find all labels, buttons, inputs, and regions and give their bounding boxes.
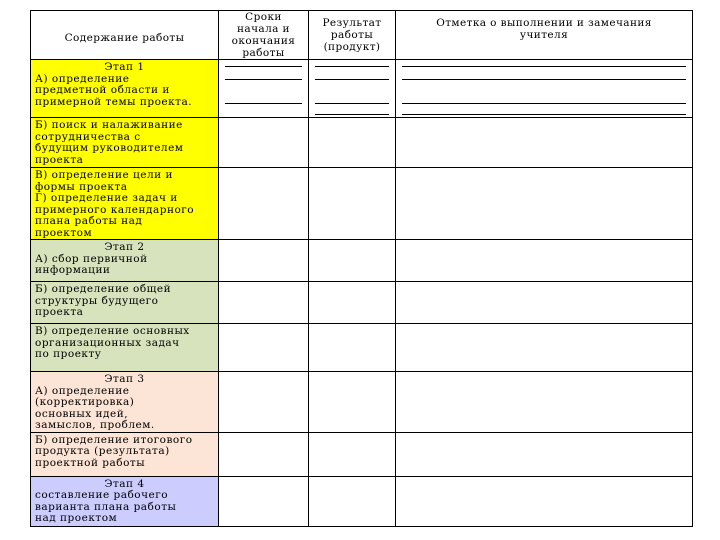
- result-cell[interactable]: [309, 60, 396, 118]
- row-content-stage1-a: Этап 1 А) определение предметной области и примерной темы проекта.: [31, 60, 219, 118]
- table-row: [31, 282, 693, 324]
- dates-cell[interactable]: [219, 168, 309, 240]
- result-cell[interactable]: [309, 476, 396, 526]
- stage-label: Этап 2: [104, 241, 145, 253]
- stage-label: Этап 3: [104, 373, 145, 385]
- project-plan-table: [30, 10, 693, 527]
- row-content-stage2-b: Б) определение общей структуры будущего проекта: [31, 282, 219, 324]
- header-result: Результат работы (продукт): [309, 11, 396, 60]
- dates-cell[interactable]: [219, 60, 309, 118]
- result-cell[interactable]: [309, 372, 396, 433]
- row-content-stage2-c: В) определение основных организационных задач по проекту: [31, 324, 219, 372]
- dates-cell[interactable]: [219, 240, 309, 282]
- dates-cell[interactable]: [219, 432, 309, 476]
- notes-cell[interactable]: [396, 240, 693, 282]
- blank-line: [225, 66, 302, 67]
- header-row: [31, 11, 693, 60]
- dates-cell[interactable]: [219, 118, 309, 168]
- table-row: [31, 168, 693, 240]
- dates-cell[interactable]: [219, 476, 309, 526]
- blank-line: [225, 103, 302, 104]
- result-cell[interactable]: [309, 118, 396, 168]
- result-cell[interactable]: [309, 282, 396, 324]
- notes-cell[interactable]: [396, 476, 693, 526]
- blank-line: [225, 79, 302, 80]
- row-content-stage4: Этап 4 составление рабочего варианта плана работы над проектом: [31, 476, 219, 526]
- result-cell[interactable]: [309, 432, 396, 476]
- notes-cell[interactable]: [396, 324, 693, 372]
- dates-cell[interactable]: [219, 324, 309, 372]
- dates-cell[interactable]: [219, 282, 309, 324]
- row-content-stage2-a: Этап 2 А) сбор первичной информации: [31, 240, 219, 282]
- blank-line: [315, 79, 389, 80]
- result-cell[interactable]: [309, 168, 396, 240]
- table-row: [31, 432, 693, 476]
- blank-line: [315, 114, 389, 115]
- project-plan-sheet: [30, 10, 692, 524]
- table-row: [31, 476, 693, 526]
- blank-line: [315, 66, 389, 67]
- notes-cell[interactable]: [396, 168, 693, 240]
- result-cell[interactable]: [309, 240, 396, 282]
- header-dates: Сроки начала и окончания работы: [219, 11, 309, 60]
- dates-cell[interactable]: [219, 372, 309, 433]
- row-content-stage3-b: Б) определение итогового продукта (результата) проектной работы: [31, 432, 219, 476]
- blank-line: [402, 103, 686, 104]
- row-content-stage1-c: В) определение цели и формы проекта Г) определение задач и примерного календарного плана работы над проектом: [31, 168, 219, 240]
- stage-label: Этап 4: [104, 477, 145, 490]
- notes-cell[interactable]: [396, 60, 693, 118]
- blank-line: [402, 66, 686, 67]
- row-content-stage3-a: Этап 3 А) определение (корректировка) основных идей, замыслов, проблем.: [31, 372, 219, 433]
- blank-line: [315, 103, 389, 104]
- row-content-stage1-b: Б) поиск и налаживание сотрудничества с будущим руководителем проекта: [31, 118, 219, 168]
- notes-cell[interactable]: [396, 432, 693, 476]
- stage-label: Этап 1: [104, 61, 145, 73]
- header-teacher-notes: Отметка о выполнении и замечания учителя: [396, 11, 693, 60]
- table-row: [31, 240, 693, 282]
- table-row: [31, 324, 693, 372]
- table-row: [31, 372, 693, 433]
- header-content-of-work: Содержание работы: [31, 11, 219, 60]
- table-row: [31, 60, 693, 118]
- result-cell[interactable]: [309, 324, 396, 372]
- notes-cell[interactable]: [396, 282, 693, 324]
- notes-cell[interactable]: [396, 372, 693, 433]
- table-row: [31, 118, 693, 168]
- blank-line: [402, 114, 686, 115]
- blank-line: [402, 79, 686, 80]
- notes-cell[interactable]: [396, 118, 693, 168]
